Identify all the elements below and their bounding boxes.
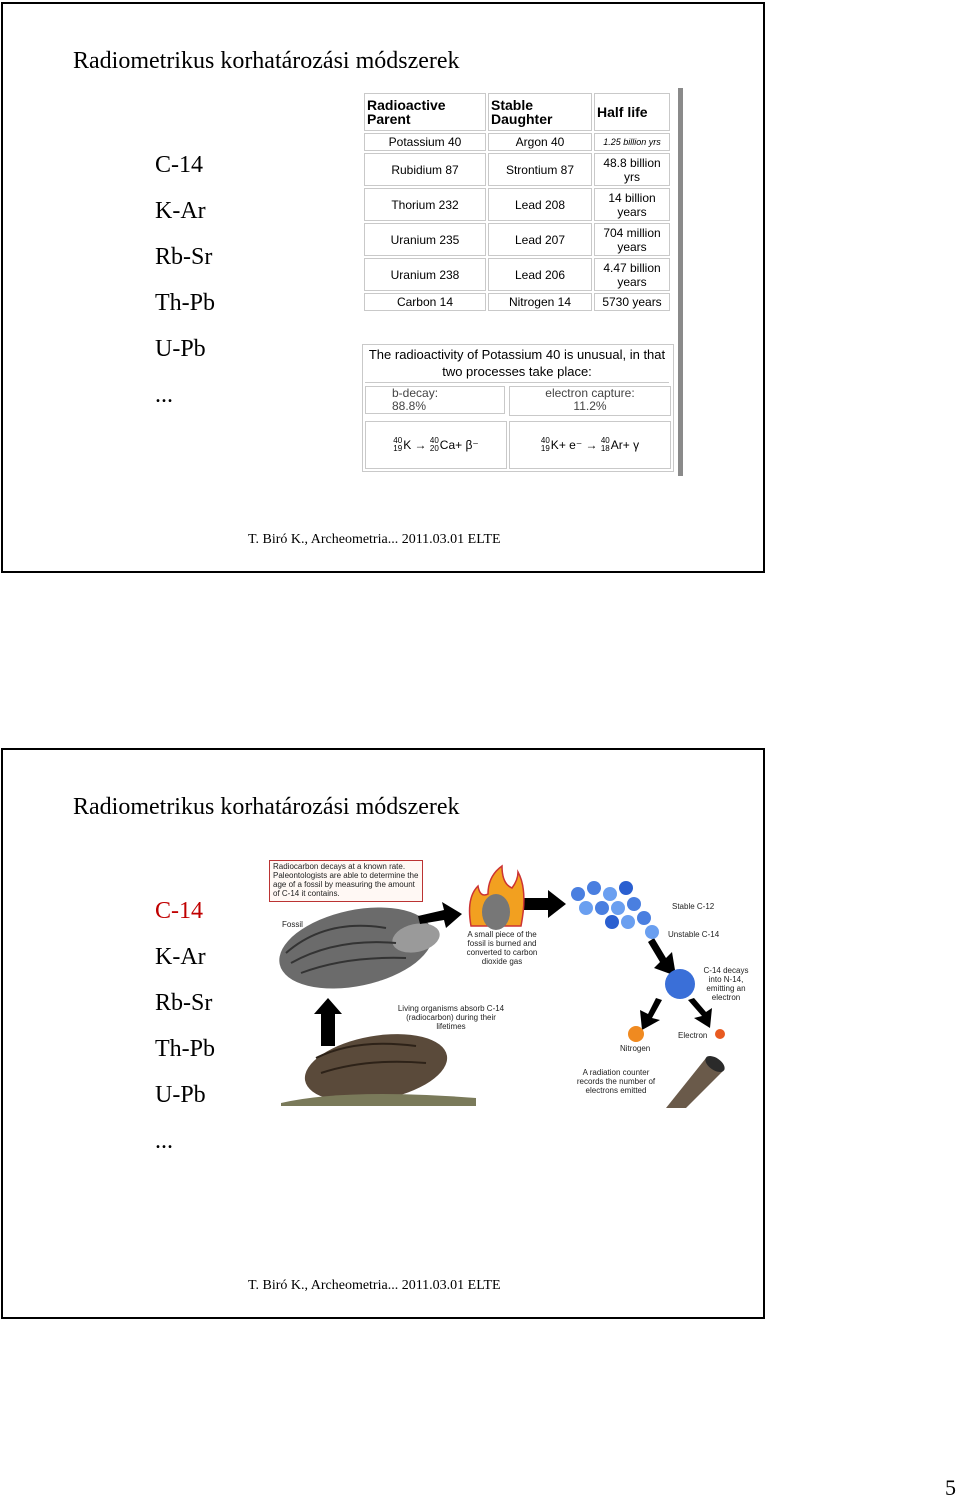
table-cell: 5730 years (594, 293, 670, 311)
radiocarbon-note: Radiocarbon decays at a known rate. Paleontologists are able to determine the age of a fossil by measuring the amount of C-14 it contains. (269, 860, 423, 902)
arrow-down-right-icon (688, 998, 712, 1028)
decay-table-image (359, 88, 683, 476)
table-cell: Strontium 87 (488, 153, 592, 186)
slide-title: Radiometrikus korhatározási módszerek (73, 794, 460, 820)
atomic-number: 19 (540, 444, 550, 453)
table-cell: Lead 207 (488, 223, 592, 256)
electron-capture-equation (509, 421, 671, 469)
arrow-down-icon (648, 938, 676, 976)
c14-atom-icon (665, 969, 695, 999)
table-cell: 14 billion years (594, 188, 670, 221)
carbon-atoms-icon (571, 881, 659, 939)
list-item: Th-Pb (155, 290, 215, 316)
mass-number: 40 (600, 436, 610, 445)
list-item: K-Ar (155, 944, 206, 970)
mass-number: 40 (429, 436, 439, 445)
beta-decay-label: b-decay: (392, 386, 439, 400)
atomic-number: 20 (429, 444, 439, 453)
list-item: K-Ar (155, 198, 206, 224)
radiocarbon-diagram (266, 858, 758, 1108)
potassium-heading: The radioactivity of Potassium 40 is unusual, in that two processes take place: (365, 346, 669, 383)
table-cell: Potassium 40 (364, 133, 486, 151)
electron-capture-label: electron capture: (545, 386, 635, 400)
list-item: Rb-Sr (155, 244, 213, 270)
beta-decay-cell (365, 386, 505, 414)
arrow-icon: → (411, 438, 430, 452)
table-cell: Lead 206 (488, 258, 592, 291)
flame-icon (470, 866, 524, 930)
list-item: ... (155, 382, 173, 408)
fossil-shell-icon (272, 895, 443, 1002)
label-nitrogen: Nitrogen (620, 1044, 651, 1053)
arrow-up-icon (314, 998, 342, 1046)
table-cell: Carbon 14 (364, 293, 486, 311)
slide-footer: T. Biró K., Archeometria... 2011.03.01 ELTE (248, 1278, 501, 1293)
table-row (364, 223, 670, 256)
table-cell: 48.8 billion yrs (594, 153, 670, 186)
list-item: U-Pb (155, 1082, 206, 1108)
table-cell: Rubidium 87 (364, 153, 486, 186)
label-counter: A radiation counter records the number of electrons emitted (576, 1068, 656, 1095)
list-item: ... (155, 1128, 173, 1154)
mass-number: 40 (393, 436, 403, 445)
label-burn: A small piece of the fossil is burned and converted to carbon dioxide gas (466, 930, 538, 966)
electron-icon (715, 1029, 725, 1039)
table-cell: 4.47 billion years (594, 258, 670, 291)
table-row (364, 153, 670, 186)
table-row (364, 133, 670, 151)
table-cell: Uranium 238 (364, 258, 486, 291)
radiation-counter-icon (666, 1053, 727, 1108)
atomic-number: 19 (393, 444, 403, 453)
arrow-icon: → (582, 438, 601, 452)
potassium-decay-box (362, 344, 674, 472)
slide-1 (1, 2, 765, 573)
element-symbol: Ar (610, 438, 623, 452)
atomic-number: 18 (600, 444, 610, 453)
beta-decay-value: 88.8% (392, 399, 427, 413)
table-cell: Thorium 232 (364, 188, 486, 221)
table-row (364, 188, 670, 221)
element-symbol: Ca (439, 438, 456, 452)
decay-table (362, 91, 672, 313)
table-header-row (364, 93, 670, 131)
method-list (155, 142, 215, 418)
column-header: Radioactive Parent (364, 93, 486, 131)
table-row (364, 293, 670, 311)
list-item: Rb-Sr (155, 990, 213, 1016)
electron-capture-value: 11.2% (573, 399, 607, 413)
arrow-right-icon (524, 890, 566, 918)
living-snail-icon (281, 1024, 476, 1108)
beta-decay-equation (365, 421, 507, 469)
element-symbol: K (550, 438, 559, 452)
mass-number: 40 (540, 436, 550, 445)
list-item: U-Pb (155, 336, 206, 362)
list-item: C-14 (155, 152, 203, 178)
label-unstable-c14: Unstable C-14 (668, 930, 720, 939)
list-item-highlighted: C-14 (155, 898, 203, 924)
label-living: Living organisms absorb C-14 (radiocarbon) during their lifetimes (397, 1004, 505, 1031)
column-header: Half life (594, 93, 670, 131)
table-cell: Uranium 235 (364, 223, 486, 256)
slide-footer: T. Biró K., Archeometria... 2011.03.01 ELTE (248, 532, 501, 547)
table-cell: 704 million years (594, 223, 670, 256)
equation-tail: + β⁻ (455, 438, 479, 452)
table-cell: Argon 40 (488, 133, 592, 151)
list-item: Th-Pb (155, 1036, 215, 1062)
equation-tail: + γ (622, 438, 640, 452)
electron-capture-cell (509, 386, 671, 416)
nitrogen-atom-icon (628, 1026, 644, 1042)
arrow-down-left-icon (640, 998, 662, 1030)
table-row (364, 258, 670, 291)
column-header: Stable Daughter (488, 93, 592, 131)
slide-title: Radiometrikus korhatározási módszerek (73, 48, 460, 74)
table-cell: Nitrogen 14 (488, 293, 592, 311)
label-electron: Electron (678, 1031, 708, 1040)
page-number: 5 (945, 1475, 956, 1500)
label-stable-c12: Stable C-12 (672, 902, 715, 911)
element-symbol: K (403, 438, 412, 452)
label-c14-decay: C-14 decays into N-14, emitting an electron (703, 966, 749, 1002)
label-fossil: Fossil (282, 920, 303, 929)
equation-mid: + e⁻ (558, 438, 583, 452)
table-cell: 1.25 billion yrs (594, 133, 670, 151)
table-cell: Lead 208 (488, 188, 592, 221)
method-list (155, 888, 215, 1164)
